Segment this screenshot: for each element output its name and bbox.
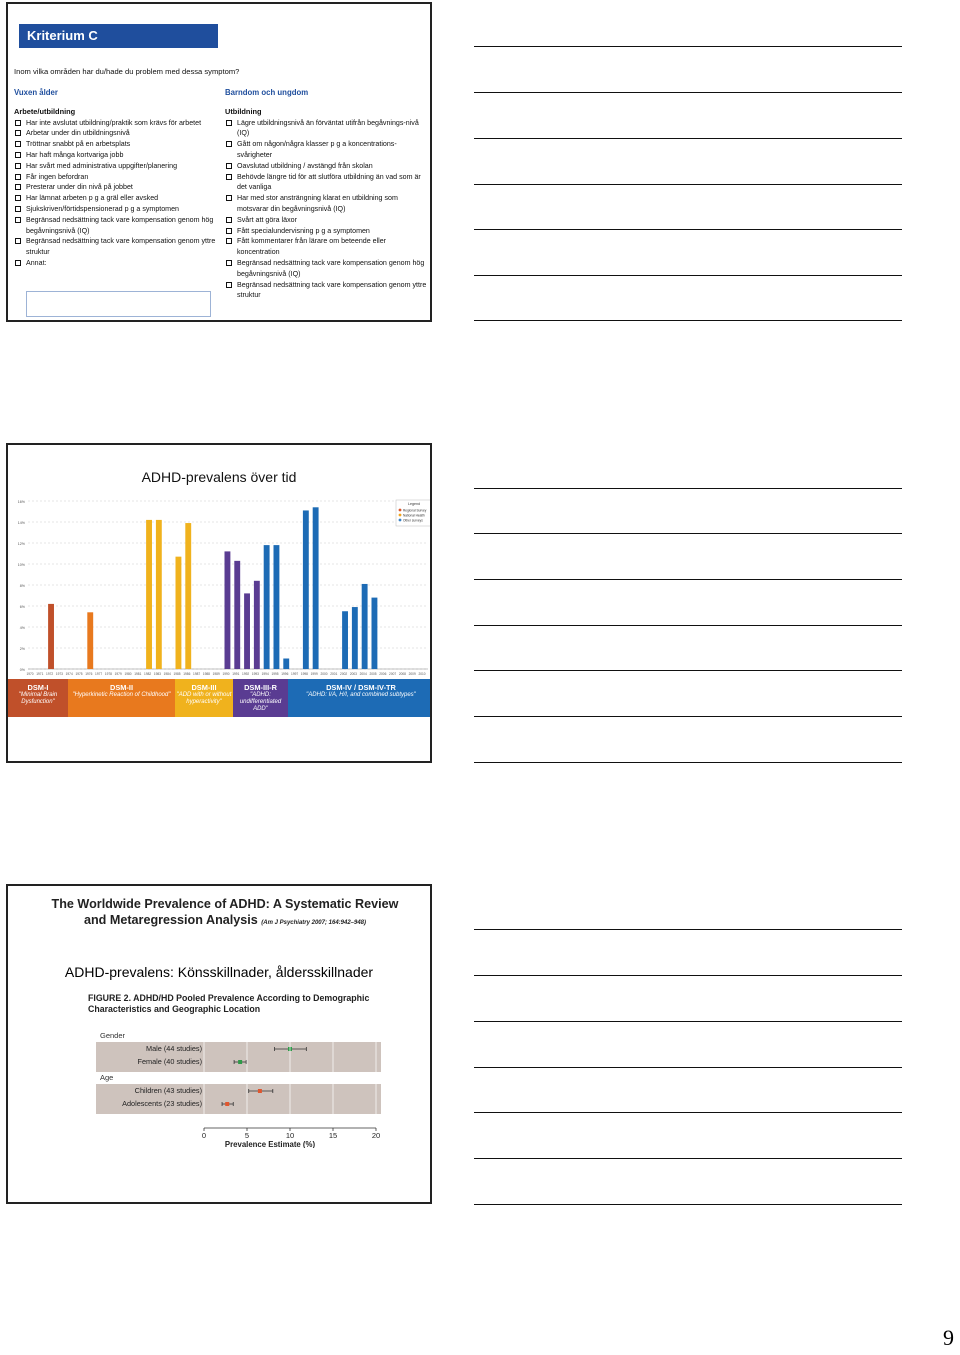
checkbox-icon — [226, 195, 232, 201]
dsm-title: DSM-II — [110, 683, 133, 692]
x-tick-label: 1971 — [36, 672, 44, 676]
x-tick-label: 2007 — [389, 672, 397, 676]
paper-title — [24, 896, 426, 931]
note-line — [474, 275, 902, 276]
checklist-item — [225, 118, 429, 140]
x-tick-label: 1989 — [212, 672, 220, 676]
checklist-item — [14, 118, 218, 129]
x-tick-label: 2002 — [340, 672, 348, 676]
checklist-item-label: Har svårt med administrativa uppgifter/planering — [26, 161, 178, 170]
checklist-item-label: Fått kommentarer från lärare om beteende eller koncentration — [237, 237, 387, 257]
x-tick-label: 1985 — [173, 672, 181, 676]
checklist-item-label: Begränsad nedsättning tack vare kompensation genom hög begåvningsnivå (IQ) — [237, 258, 425, 278]
note-line — [474, 184, 902, 185]
note-line — [474, 716, 902, 717]
note-line — [474, 1204, 902, 1205]
page-number: 9 — [943, 1325, 954, 1350]
forest-tick-label: 15 — [328, 1131, 338, 1140]
x-tick-label: 1988 — [202, 672, 210, 676]
checkbox-icon — [226, 141, 232, 147]
checklist-item — [14, 161, 218, 172]
x-tick-label: 1984 — [163, 672, 171, 676]
bar — [274, 545, 280, 669]
y-tick-label: 0% — [19, 668, 25, 672]
slide-header: Kriterium C — [19, 24, 218, 48]
checklist-item — [225, 215, 429, 226]
checklist-item-label: Arbetar under din utbildningsnivå — [26, 129, 130, 138]
note-line — [474, 1158, 902, 1159]
checklist-item-label: Har med stor ansträngning klarat en utbildning som motsvarar din begåvningsnivå (IQ) — [237, 194, 398, 213]
dsm-title: DSM-I — [27, 683, 49, 692]
checkbox-icon — [226, 120, 232, 126]
x-tick-label: 1975 — [75, 672, 83, 676]
checklist-item — [14, 258, 218, 269]
checkbox-icon — [226, 174, 232, 180]
checklist-item-label: Har inte avslutat utbildning/praktik som krävs för arbetet — [26, 118, 202, 127]
forest-row-label: Children (43 studies) — [134, 1086, 202, 1095]
forest-group-label: Age — [100, 1073, 114, 1082]
y-tick-label: 12% — [17, 542, 25, 546]
legend-label: Other surveys — [403, 518, 423, 523]
x-tick-label: 2008 — [398, 672, 406, 676]
x-tick-label: 1987 — [193, 672, 201, 676]
note-line — [474, 929, 902, 930]
bar — [234, 561, 240, 669]
forest-point — [225, 1102, 229, 1106]
checklist-item-label: Svårt att göra läxor — [237, 215, 297, 224]
checklist-item — [14, 139, 218, 150]
checklist-item-label: Oavslutad utbildning / avstängd från skolan — [237, 161, 373, 170]
checklist-item — [225, 172, 429, 194]
note-line — [474, 762, 902, 763]
x-tick-label: 2000 — [320, 672, 328, 676]
checklist-item-label: Tröttnar snabbt på en arbetsplats — [26, 140, 131, 149]
x-tick-label: 1980 — [124, 672, 132, 676]
checklist-item — [225, 161, 429, 172]
bar — [185, 523, 191, 669]
x-tick-label: 1970 — [26, 672, 34, 676]
x-tick-label: 2009 — [408, 672, 416, 676]
dsm-segment — [175, 679, 233, 717]
checkbox-icon — [226, 163, 232, 169]
checklist-item-label: Sjukskriven/förtidspensionerad p g a symptomen — [26, 204, 179, 213]
x-tick-label: 1993 — [251, 672, 259, 676]
column-barndom — [225, 88, 429, 301]
checklist-item-label: Presterar under din nivå på jobbet — [26, 183, 133, 192]
x-tick-label: 1992 — [242, 672, 250, 676]
checklist-item — [14, 193, 218, 204]
x-tick-label: 1976 — [85, 672, 93, 676]
note-line — [474, 533, 902, 534]
checklist-item — [225, 193, 429, 215]
x-tick-label: 2003 — [349, 672, 357, 676]
x-tick-label: 1978 — [104, 672, 112, 676]
checkbox-icon — [15, 238, 21, 244]
checklist-item — [14, 182, 218, 193]
checklist-item-label: Begränsad nedsättning tack vare kompensation genom yttre struktur — [237, 280, 427, 300]
forest-x-label: Prevalence Estimate (%) — [224, 1140, 316, 1148]
bar — [372, 598, 378, 669]
checklist-item-label: Begränsad nedsättning tack vare kompensation genom yttre struktur — [26, 237, 216, 257]
slide-question: Inom vilka områden har du/hade du problem med dessa symptom? — [14, 67, 240, 76]
checklist — [225, 118, 429, 302]
checklist-item — [225, 139, 429, 161]
note-line — [474, 229, 902, 230]
x-tick-label: 1983 — [153, 672, 161, 676]
forest-tick-label: 0 — [201, 1131, 207, 1140]
forest-tick-label: 20 — [371, 1131, 381, 1140]
paper-reference: (Am J Psychiatry 2007; 164:942–948) — [261, 920, 367, 926]
dsm-segment — [8, 679, 68, 717]
annat-input-box — [26, 291, 211, 317]
bar — [48, 604, 54, 669]
note-line — [474, 488, 902, 489]
paper-title-line1: The Worldwide Prevalence of ADHD: A Systematic Review — [51, 897, 399, 911]
dsm-segment — [68, 679, 175, 717]
note-line — [474, 670, 902, 671]
checklist-item-label: Har lämnat arbeten p g a gräl eller avsked — [26, 194, 159, 203]
x-tick-label: 1996 — [281, 672, 289, 676]
checklist-item-label: Behövde längre tid för att slutföra utbildning än vad som är det vanliga — [237, 172, 421, 192]
x-tick-label: 1994 — [261, 672, 269, 676]
checklist-item-label: Lägre utbildningsnivå än förväntat utifrån begåvnings-nivå (IQ) — [237, 118, 419, 138]
column-heading: Vuxen ålder — [14, 88, 58, 97]
note-line — [474, 1021, 902, 1022]
dsm-segment — [288, 679, 432, 717]
y-tick-label: 16% — [17, 500, 25, 504]
forest-row-label: Adolescents (23 studies) — [122, 1099, 202, 1108]
note-line — [474, 975, 902, 976]
forest-point — [238, 1060, 242, 1064]
y-tick-label: 14% — [17, 521, 25, 525]
y-tick-label: 6% — [19, 605, 25, 609]
note-line — [474, 320, 902, 321]
y-tick-label: 8% — [19, 584, 25, 588]
checkbox-icon — [15, 130, 21, 136]
note-line — [474, 579, 902, 580]
checklist-item — [14, 215, 218, 237]
figure-caption: FIGURE 2. ADHD/HD Pooled Prevalence According to Demographic Characteristics and Geographic Location — [88, 993, 370, 1014]
dsm-description: "Hyperkinetic Reaction of Childhood" — [72, 692, 171, 698]
checklist-item — [14, 204, 218, 215]
bar — [225, 551, 231, 669]
forest-row-label: Female (40 studies) — [137, 1057, 202, 1066]
legend-label: National Health — [403, 513, 425, 518]
x-tick-label: 2010 — [418, 672, 426, 676]
column-subheading: Arbete/utbildning — [14, 106, 76, 116]
paper-title-line2: and Metaregression Analysis — [83, 913, 258, 927]
checklist-item-label: Gått om någon/några klasser p g a koncentrations-svårigheter — [237, 140, 397, 159]
bar — [244, 593, 250, 669]
slide-title: ADHD-prevalens över tid — [141, 469, 297, 485]
note-line — [474, 46, 902, 47]
note-line — [474, 138, 902, 139]
checklist-item-label: Får ingen befordran — [26, 172, 89, 181]
x-tick-label: 1981 — [134, 672, 142, 676]
bar — [362, 584, 368, 669]
checkbox-icon — [15, 184, 21, 190]
column-heading: Barndom och ungdom — [225, 88, 309, 97]
y-tick-label: 2% — [19, 647, 25, 651]
slide-prevalence-over-time — [6, 443, 432, 763]
dsm-segment — [233, 679, 288, 717]
x-tick-label: 1991 — [232, 672, 240, 676]
checklist-item-label: Fått specialundervisning p g a symptomen — [237, 226, 370, 235]
checklist-item — [225, 258, 429, 280]
x-tick-label: 1999 — [310, 672, 318, 676]
dsm-description: "ADD with or without hyperactivity" — [176, 692, 232, 705]
checkbox-icon — [226, 238, 232, 244]
bar — [342, 611, 348, 669]
bar — [254, 581, 260, 669]
note-line — [474, 1112, 902, 1113]
checkbox-icon — [15, 163, 21, 169]
x-tick-label: 1997 — [291, 672, 299, 676]
checkbox-icon — [15, 206, 21, 212]
x-tick-label: 2006 — [379, 672, 387, 676]
dsm-description: "ADHD: I/A, H/I, and combined subtypes" — [306, 692, 416, 698]
x-tick-label: 2001 — [330, 672, 338, 676]
bar — [264, 545, 270, 669]
legend-swatch — [399, 519, 402, 522]
x-tick-label: 1986 — [183, 672, 191, 676]
y-tick-label: 4% — [19, 626, 25, 630]
slide-title: ADHD-prevalens: Könsskillnader, åldersskillnader — [64, 964, 374, 980]
checkbox-icon — [226, 282, 232, 288]
note-line — [474, 92, 902, 93]
forest-point — [258, 1089, 262, 1093]
x-tick-label: 2004 — [359, 672, 367, 676]
forest-group-label: Gender — [100, 1031, 126, 1040]
bar — [303, 510, 309, 669]
slide-gender-age-differences — [6, 884, 432, 1204]
dsm-description: "ADHD: undifferentiated ADD" — [239, 692, 282, 712]
bar — [176, 557, 182, 669]
checklist-item — [14, 236, 218, 258]
dsm-title: DSM-III — [191, 683, 217, 692]
bar — [352, 607, 358, 669]
dsm-title: DSM-IV / DSM-IV-TR — [326, 683, 396, 692]
x-tick-label: 1990 — [222, 672, 230, 676]
checklist-item — [225, 226, 429, 237]
bar — [87, 612, 93, 669]
x-tick-label: 1982 — [144, 672, 152, 676]
forest-row-label: Male (44 studies) — [146, 1044, 202, 1053]
x-tick-label: 1998 — [300, 672, 308, 676]
forest-tick-label: 5 — [244, 1131, 250, 1140]
checklist-item — [225, 280, 429, 302]
checklist-item — [14, 172, 218, 183]
x-tick-label: 2005 — [369, 672, 377, 676]
dsm-description: "Minimal Brain Dysfunction" — [18, 692, 58, 705]
checklist-item — [14, 128, 218, 139]
x-tick-label: 1979 — [114, 672, 122, 676]
checklist — [14, 118, 218, 269]
x-tick-label: 1974 — [65, 672, 73, 676]
checklist-item — [225, 236, 429, 258]
y-tick-label: 10% — [17, 563, 25, 567]
checklist-item-label: Begränsad nedsättning tack vare kompensation genom hög begåvningsnivå (IQ) — [26, 215, 214, 235]
column-subheading: Utbildning — [225, 106, 262, 116]
dsm-timeline — [8, 679, 432, 717]
checkbox-icon — [15, 195, 21, 201]
x-tick-label: 1972 — [46, 672, 54, 676]
checkbox-icon — [15, 217, 21, 223]
legend-title: Legend — [408, 502, 420, 506]
x-tick-label: 1977 — [95, 672, 103, 676]
note-line — [474, 625, 902, 626]
forest-tick-label: 10 — [285, 1131, 295, 1140]
legend-swatch — [399, 514, 402, 517]
x-tick-label: 1973 — [55, 672, 63, 676]
checkbox-icon — [226, 260, 232, 266]
dsm-title: DSM-III-R — [244, 683, 277, 692]
checklist-item-label: Annat: — [26, 258, 47, 267]
column-vuxen — [14, 88, 218, 269]
checkbox-icon — [15, 174, 21, 180]
checkbox-icon — [15, 141, 21, 147]
checklist-item-label: Har haft många kortvariga jobb — [26, 150, 124, 159]
slide-kriterium-c — [6, 2, 432, 322]
checkbox-icon — [226, 217, 232, 223]
bar — [283, 659, 289, 670]
x-tick-label: 1995 — [271, 672, 279, 676]
legend-swatch — [399, 509, 402, 512]
forest-plot — [88, 1028, 388, 1148]
bar — [146, 520, 152, 669]
note-line — [474, 1067, 902, 1068]
bar — [313, 507, 319, 669]
checklist-item — [14, 150, 218, 161]
legend-label: Regional Survey — [403, 508, 427, 513]
checkbox-icon — [15, 152, 21, 158]
checkbox-icon — [226, 228, 232, 234]
bar — [156, 520, 162, 669]
checkbox-icon — [15, 120, 21, 126]
checkbox-icon — [15, 260, 21, 266]
